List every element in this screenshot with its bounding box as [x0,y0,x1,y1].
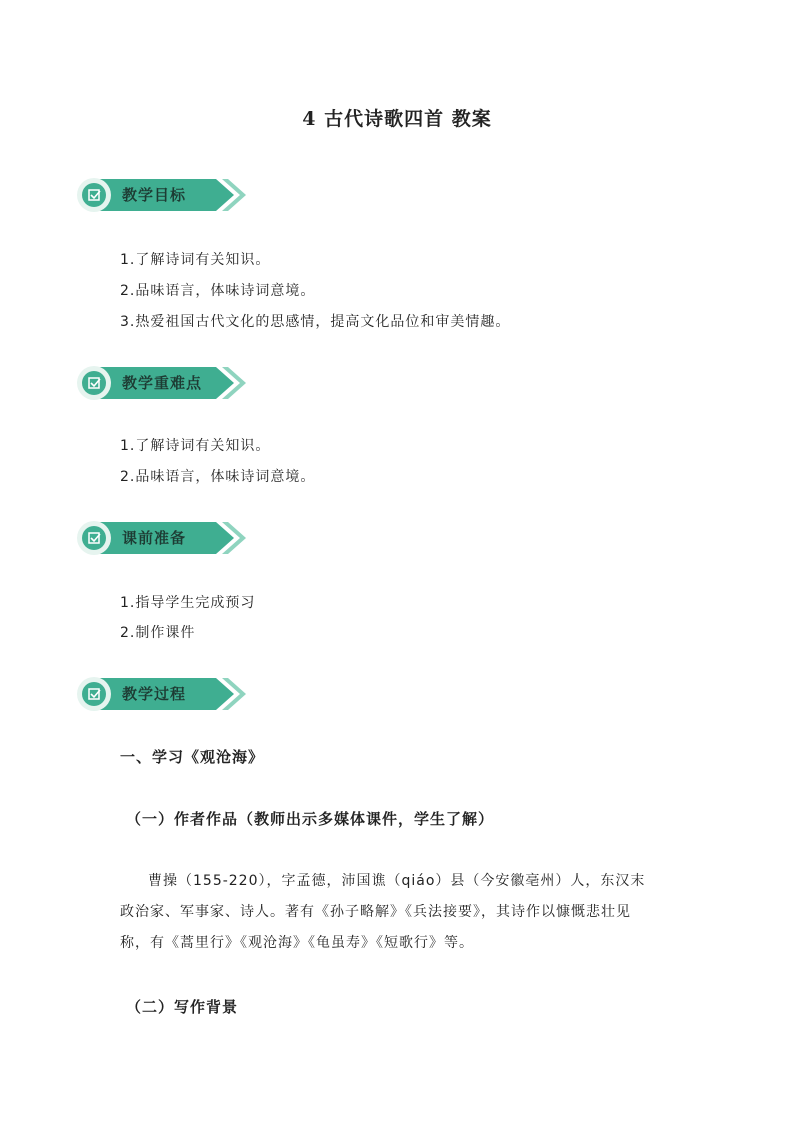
section-banner-process [76,675,246,713]
preparation-item-2: 2.制作课件 [120,625,196,641]
page-title: 4 古代诗歌四首 教案 [302,108,492,130]
section-banner-key-points [76,364,246,402]
preparation-item-1: 1.指导学生完成预习 [120,595,256,611]
key-point-item-2: 2.品味语言，体味诗词意境。 [120,469,316,485]
banner-label: 课前准备 [122,529,187,547]
author-paragraph-line: 曹操（155-220），字孟德，沛国谯（qiáo）县（今安徽亳州）人，东汉末 [148,873,646,889]
part-one-heading: 一、学习《观沧海》 [120,748,265,766]
author-paragraph-line: 称，有《蒿里行》《观沧海》《龟虽寿》《短歌行》等。 [120,935,474,951]
banner-label: 教学目标 [122,186,187,204]
objective-item-1: 1.了解诗词有关知识。 [120,252,271,268]
objective-item-3: 3.热爱祖国古代文化的思感情，提高文化品位和审美情趣。 [120,314,511,330]
author-paragraph-line: 政治家、军事家、诗人。著有《孙子略解》《兵法接要》，其诗作以慷慨悲壮见 [120,904,631,920]
banner-label: 教学过程 [122,685,187,703]
objective-item-2: 2.品味语言，体味诗词意境。 [120,283,316,299]
sub-two-heading: （二）写作背景 [126,998,239,1016]
section-banner-preparation [76,519,246,557]
section-banner-objectives [76,176,246,214]
sub-one-heading: （一）作者作品（教师出示多媒体课件，学生了解） [126,810,495,828]
author-paragraph [120,866,680,959]
banner-label: 教学重难点 [122,374,203,392]
key-point-item-1: 1.了解诗词有关知识。 [120,438,271,454]
